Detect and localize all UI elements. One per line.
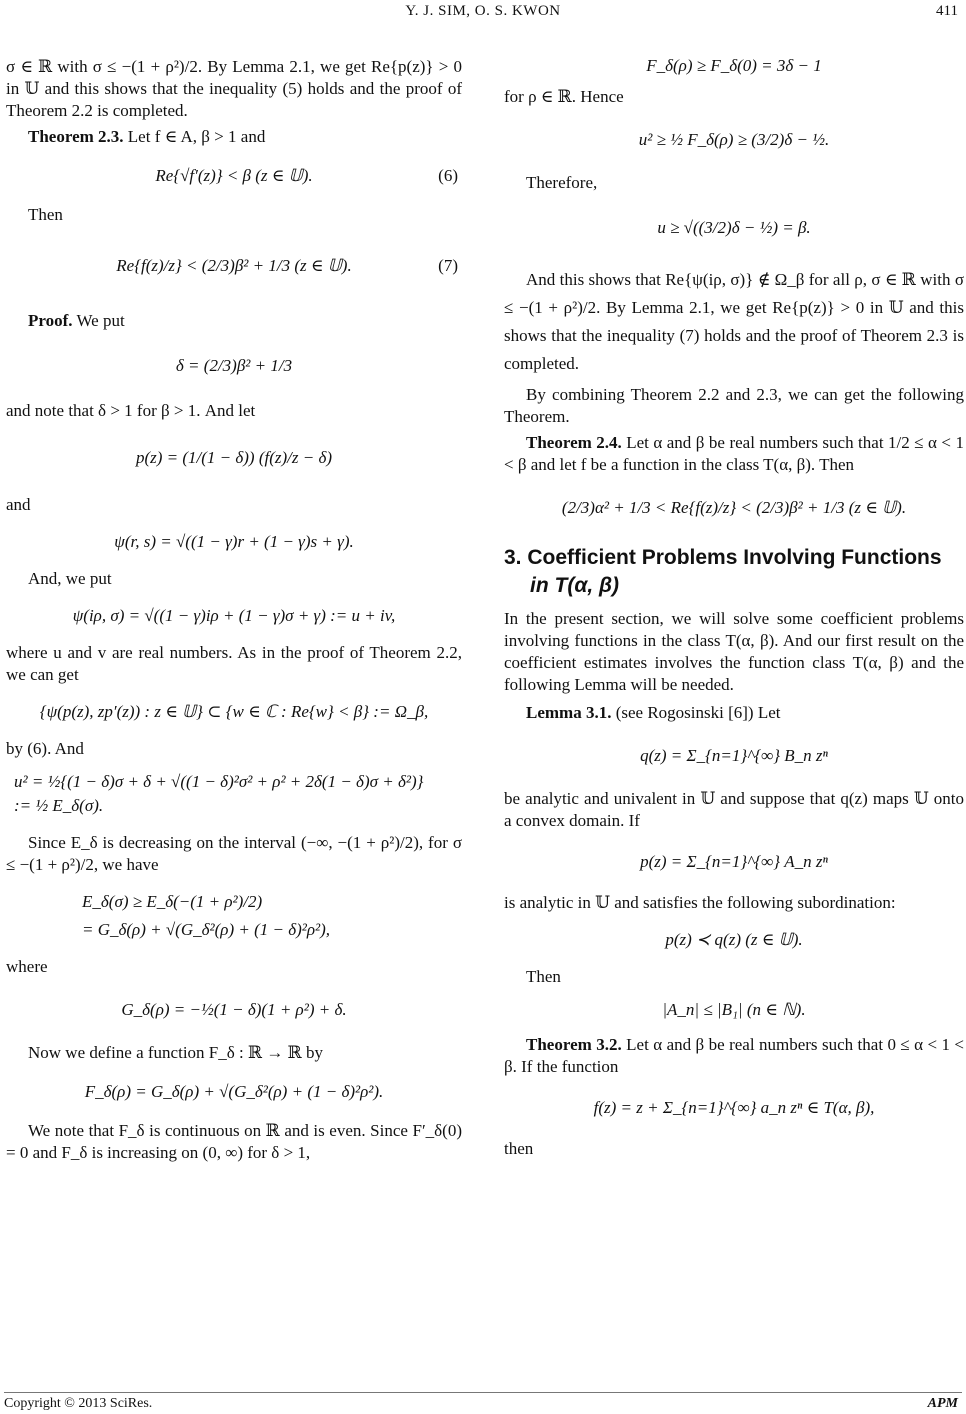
then-label-1: Then	[28, 205, 63, 224]
running-header	[0, 3, 966, 27]
lemma-3-1-statement	[504, 702, 964, 724]
paragraph-define-F: Now we define a function F_δ : ℝ → ℝ by	[28, 1043, 323, 1062]
left-column	[6, 56, 462, 1164]
theorem-2-3-label: Theorem 2.3.	[28, 127, 124, 146]
page-footer	[0, 1396, 966, 1414]
proof-label: Proof.	[28, 311, 73, 330]
equation-u2-def: := ½ E_δ(σ).	[14, 796, 104, 815]
paragraph-where-uv: where u and v are real numbers. As in the proof of Theorem 2.2, we can get	[6, 643, 462, 684]
proof-intro	[6, 310, 462, 332]
theorem-2-4-statement	[504, 432, 964, 476]
paragraph-shows: And this shows that Re{ψ(iρ, σ)} ∉ Ω_β for all ρ, σ ∈ ℝ with σ ≤ −(1 + ρ²)/2. By Lemma 2.1, we get Re{p(z)} > 0 in 𝕌 and this shows that the inequality (7) holds and the proof of Theorem 2.3 is completed.	[504, 270, 964, 373]
footer-copyright: Copyright © 2013 SciRes.	[4, 1396, 153, 1411]
footer-journal: APM	[927, 1396, 958, 1411]
where-label-2: where	[6, 957, 48, 976]
equation-theorem-2-4: (2/3)α² + 1/3 < Re{f(z)/z} < (2/3)β² + 1/3 (z ∈ 𝕌).	[561, 498, 907, 517]
equation-u2: u² = ½{(1 − δ)σ + δ + √((1 − δ)²σ² + ρ² + 2δ(1 − δ)σ + δ²)}	[14, 772, 424, 791]
equation-F-def: F_δ(ρ) = G_δ(ρ) + √(G_δ²(ρ) + (1 − δ)²ρ²).	[84, 1082, 384, 1101]
theorem-2-4-text: Let α and β be real numbers such that 1/2 ≤ α < 1 < β and let f be a function in the class T(α, β). Then	[504, 433, 964, 474]
paragraph-combining: By combining Theorem 2.2 and 2.3, we can get the following Theorem.	[504, 385, 964, 426]
equation-6	[6, 158, 462, 194]
equation-6-body: Re{√f′(z)} < β (z ∈ 𝕌).	[155, 166, 313, 185]
equation-psi-i: ψ(iρ, σ) = √((1 − γ)iρ + (1 − γ)σ + γ) := u + iv,	[72, 606, 396, 625]
and-we-put: And, we put	[28, 569, 112, 588]
equation-u-bound: u ≥ √((3/2)δ − ½) = β.	[657, 218, 811, 237]
equation-delta: δ = (2/3)β² + 1/3	[175, 356, 293, 375]
equation-E-bound-2: = G_δ(ρ) + √(G_δ²(ρ) + (1 − δ)²ρ²),	[82, 920, 331, 939]
proof-text: We put	[76, 311, 125, 330]
therefore-label: Therefore,	[526, 173, 598, 192]
equation-7	[6, 248, 462, 284]
equation-F-zero: F_δ(ρ) ≥ F_δ(0) = 3δ − 1	[646, 56, 822, 75]
equation-G-def: G_δ(ρ) = −½(1 − δ)(1 + ρ²) + δ.	[121, 1000, 347, 1019]
equation-p-def: p(z) = (1/(1 − δ)) (f(z)/z − δ)	[135, 448, 333, 467]
equation-7-number: (7)	[438, 256, 458, 275]
paragraph-for-rho: for ρ ∈ ℝ. Hence	[504, 87, 624, 106]
footer-rule	[4, 1392, 962, 1393]
equation-q-series: q(z) = Σ_{n=1}^{∞} B_n zⁿ	[640, 746, 828, 765]
paragraph-proof-end: σ ∈ ℝ with σ ≤ −(1 + ρ²)/2. By Lemma 2.1, we get Re{p(z)} > 0 in 𝕌 and this shows that the inequality (5) holds and the proof of Theorem 2.2 is completed.	[6, 57, 462, 120]
and-label-1: and	[6, 495, 31, 514]
then-label-3: then	[504, 1139, 534, 1158]
equation-E-bound: E_δ(σ) ≥ E_δ(−(1 + ρ²)/2)	[82, 892, 263, 911]
lemma-3-1-label: Lemma 3.1.	[526, 703, 612, 722]
theorem-2-3-text: Let f ∈ A, β > 1 and	[127, 127, 266, 146]
running-header-authors: Y. J. SIM, O. S. KWON	[405, 3, 561, 19]
paragraph-q-analytic: be analytic and univalent in 𝕌 and suppose that q(z) maps 𝕌 onto a convex domain. If	[504, 789, 964, 830]
right-column	[504, 56, 964, 1160]
equation-inclusion: {ψ(p(z), zp′(z)) : z ∈ 𝕌} ⊂ {w ∈ ℂ : Re{w} < β} := Ω_β,	[39, 702, 429, 721]
section-3-title-line1: 3. Coefficient Problems Involving Functions	[504, 546, 942, 569]
paragraph-p-analytic: is analytic in 𝕌 and satisfies the following subordination:	[504, 893, 896, 912]
theorem-3-2-statement	[504, 1034, 964, 1078]
theorem-3-2-label: Theorem 3.2.	[526, 1035, 622, 1054]
equation-7-body: Re{f(z)/z} < (2/3)β² + 1/3 (z ∈ 𝕌).	[116, 256, 352, 275]
equation-p-series: p(z) = Σ_{n=1}^{∞} A_n zⁿ	[640, 852, 828, 871]
theorem-2-3-statement	[6, 126, 462, 148]
section-3-heading	[504, 544, 964, 600]
paragraph-F-properties: We note that F_δ is continuous on ℝ and is even. Since F′_δ(0) = 0 and F_δ is increasing on (0, ∞) for δ > 1,	[6, 1121, 462, 1162]
paragraph-by6: by (6). And	[6, 739, 84, 758]
theorem-2-4-label: Theorem 2.4.	[526, 433, 622, 452]
equation-u2-bound: u² ≥ ½ F_δ(ρ) ≥ (3/2)δ − ½.	[638, 130, 830, 149]
page-number: 411	[936, 3, 958, 19]
lemma-3-1-text: (see Rogosinski [6]) Let	[615, 703, 781, 722]
paragraph-note-delta: and note that δ > 1 for β > 1. And let	[6, 401, 256, 420]
equation-psi: ψ(r, s) = √((1 − γ)r + (1 − γ)s + γ).	[114, 532, 354, 551]
section-3-title-line2: in T(α, β)	[530, 574, 620, 597]
paragraph-section-3-intro: In the present section, we will solve some coefficient problems involving functions in the class T(α, β). And our first result on the coefficient estimates involves the function class T(α, β) and the following Lemma will be needed.	[504, 609, 964, 694]
then-label-2: Then	[526, 967, 561, 986]
paragraph-since: Since E_δ is decreasing on the interval (−∞, −(1 + ρ²)/2), for σ ≤ −(1 + ρ²)/2, we have	[6, 833, 462, 874]
equation-6-number: (6)	[438, 166, 458, 185]
equation-subordination: p(z) ≺ q(z) (z ∈ 𝕌).	[665, 930, 803, 949]
equation-coefficient-bound: |A_n| ≤ |B₁| (n ∈ ℕ).	[662, 1000, 806, 1019]
theorem-3-2-text: Let α and β be real numbers such that 0 ≤ α < 1 < β. If the function	[504, 1035, 965, 1076]
equation-f-series: f(z) = z + Σ_{n=1}^{∞} a_n zⁿ ∈ T(α, β),	[593, 1098, 875, 1117]
